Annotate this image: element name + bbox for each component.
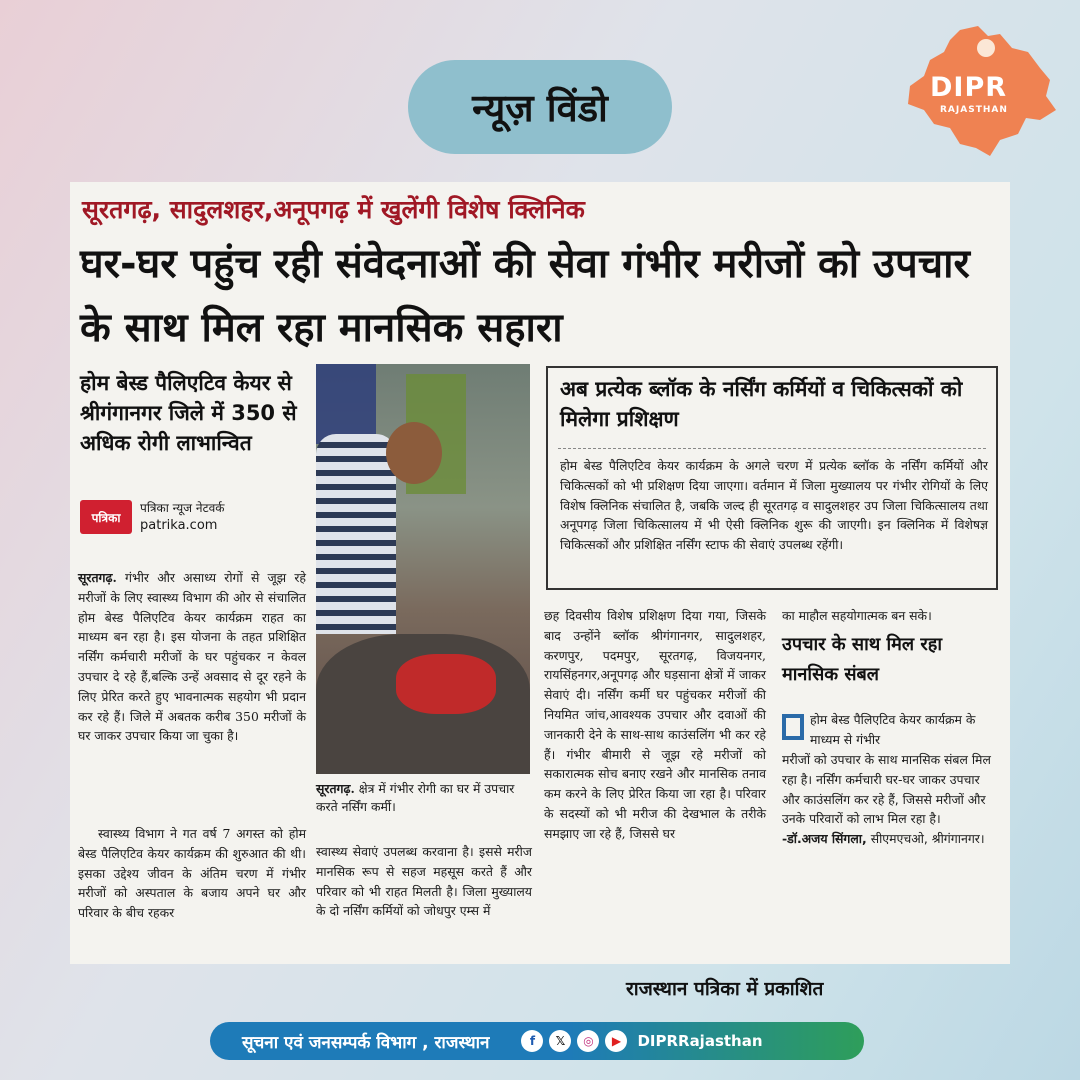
dipr-logo <box>900 22 1058 162</box>
social-handle[interactable]: DIPRRajasthan <box>637 1032 763 1050</box>
quote-role: सीएमएचओ, श्रीगंगानगर। <box>870 831 985 847</box>
published-note: राजस्थान पत्रिका में प्रकाशित <box>626 978 824 1000</box>
article-column-4: का माहौल सहयोगात्मक बन सके। <box>782 608 932 623</box>
article-subhead-left: होम बेस्ड पैलिएटिव केयर से श्रीगंगानगर जिले में 350 से अधिक रोगी लाभान्वित <box>80 371 297 455</box>
footer-bar <box>210 1022 864 1060</box>
photo-caption: सूरतगढ़. क्षेत्र में गंभीर रोगी का घर में उपचार करते नर्सिंग कर्मी। <box>316 781 515 814</box>
divider <box>558 448 986 449</box>
article-column-3: छह दिवसीय विशेष प्रशिक्षण दिया गया, जिसके बाद उन्होंने ब्लॉक श्रीगंगानगर, सादुलशहर, करणपुर, पदमपुर, सूरतगढ़, विजयनगर, रायसिंहनगर,अनूपगढ़ और घड़साना क्षेत्रों में जाकर सेवाएं दी। नर्सिंग कर्मी घर पहुंचकर मरीजों की नियमित जांच,आवश्यक उपचार और दवाओं की जानकारी देने के साथ-साथ काउंसलिंग भी कर रहे हैं। गंभीर बीमारी से जूझ रहे मरीजों को सकारात्मक सोच बनाए रखने और मानसिक तनाव कम करने के लिए प्रेरित किया जा रहा है। परिवार के सदस्यों को भी मरीज की देखभाल के तरीके समझाए जा रहे हैं, जिससे घर <box>544 608 766 841</box>
byline-url: patrika.com <box>140 518 218 533</box>
youtube-icon[interactable]: ▶ <box>605 1030 627 1052</box>
article-headline: घर-घर पहुंच रही संवेदनाओं की सेवा गंभीर मरीजों को उपचार के साथ मिल रहा मानसिक सहारा <box>80 241 970 351</box>
sidebar-box <box>546 366 998 590</box>
byline-network: पत्रिका न्यूज नेटवर्क <box>140 501 225 515</box>
logo-name: DIPR <box>930 72 1008 103</box>
social-icons <box>521 1030 627 1052</box>
article-subhead-right: उपचार के साथ मिल रहा मानसिक संबल <box>782 634 942 685</box>
facebook-icon[interactable]: f <box>521 1030 543 1052</box>
newspaper-clipping <box>70 182 1010 964</box>
quote-icon <box>782 714 804 740</box>
x-icon[interactable]: 𝕏 <box>549 1030 571 1052</box>
article-column-2: स्वास्थ्य सेवाएं उपलब्ध करवाना है। इससे मरीज मानसिक रूप से सहज महसूस करते हैं और परिवार को भी राहत मिलती है। जिला मुख्यालय के दो नर्सिंग कर्मियों को जोधपुर एम्स में <box>316 844 532 919</box>
department-name: सूचना एवं जनसम्पर्क विभाग , राजस्थान <box>242 1032 490 1053</box>
byline <box>80 500 225 534</box>
article-kicker: सूरतगढ़, सादुलशहर,अनूपगढ़ में खुलेंगी विशेष क्लिनिक <box>82 195 585 224</box>
box-text: होम बेस्ड पैलिएटिव केयर कार्यक्रम के अगले चरण में प्रत्येक ब्लॉक के नर्सिंग कर्मियों और चिकित्सकों को भी प्रशिक्षण दिया जाएगा। वर्तमान में जिला मुख्यालय पर गंभीर रोगियों के लिए विशेष क्लिनिक संचालित है, जबकि जल्द ही सूरतगढ़ व सादुलशहर उप जिला चिकित्सालय तथा अनूपगढ़ जिला चिकित्सालय में भी ऐसी क्लिनिक शुरू की जाएगी। इन क्लिनिक में विशेषज्ञ चिकित्सकों और प्रशिक्षित नर्सिंग स्टाफ की सेवाएं उपलब्ध रहेंगी। <box>560 458 988 553</box>
quote-author: -डॉ.अजय सिंगला, <box>782 831 867 847</box>
patrika-badge: पत्रिका <box>80 500 132 534</box>
box-title: अब प्रत्येक ब्लॉक के नर्सिंग कर्मियों व चिकित्सकों को मिलेगा प्रशिक्षण <box>560 377 963 431</box>
instagram-icon[interactable]: ◎ <box>577 1030 599 1052</box>
article-photo <box>316 364 530 774</box>
dateline: सूरतगढ़. <box>78 570 117 585</box>
logo-sub: RAJASTHAN <box>940 105 1008 115</box>
quote-body: मरीजों को उपचार के साथ मानसिक संबल मिल रहा है। नर्सिंग कर्मचारी घर-घर जाकर उपचार और काउंसलिंग कर रहे हैं, जिससे मरीजों और उनके परिवारों को लाभ मिल रहा है। -डॉ.अजय सिंगला, सीएमएचओ, श्रीगंगानगर। <box>782 752 991 847</box>
quote-lead: होम बेस्ड पैलिएटिव केयर कार्यक्रम के माध्यम से गंभीर <box>810 712 976 747</box>
page-title: न्यूज़ विंडो <box>408 60 672 154</box>
article-column-1b: स्वास्थ्य विभाग ने गत वर्ष 7 अगस्त को होम बेस्ड पैलिएटिव केयर कार्यक्रम की शुरुआत की थी। इसका उद्देश्य जीवन के अंतिम चरण में गंभीर मरीजों को अस्पताल के बजाय अपने घर और परिवार के बीच रहकर <box>78 826 306 921</box>
article-column-1: सूरतगढ़. गंभीर और असाध्य रोगों से जूझ रहे मरीजों के लिए स्वास्थ्य विभाग की ओर से संचालित होम बेस्ड पैलिएटिव केयर कार्यक्रम राहत का माध्यम बन रहा है। इस योजना के तहत प्रशिक्षित नर्सिंग कर्मचारी मरीजों के घर पहुंचकर न केवल उपचार दे रहे हैं,बल्कि उन्हें अवसाद से दूर रहने के लिए प्रेरित करते हुए भावनात्मक सहयोग भी प्रदान कर रहे हैं। जिले में अबतक करीब 350 मरीजों के घर जाकर उपचार किया जा चुका है। <box>78 570 306 744</box>
